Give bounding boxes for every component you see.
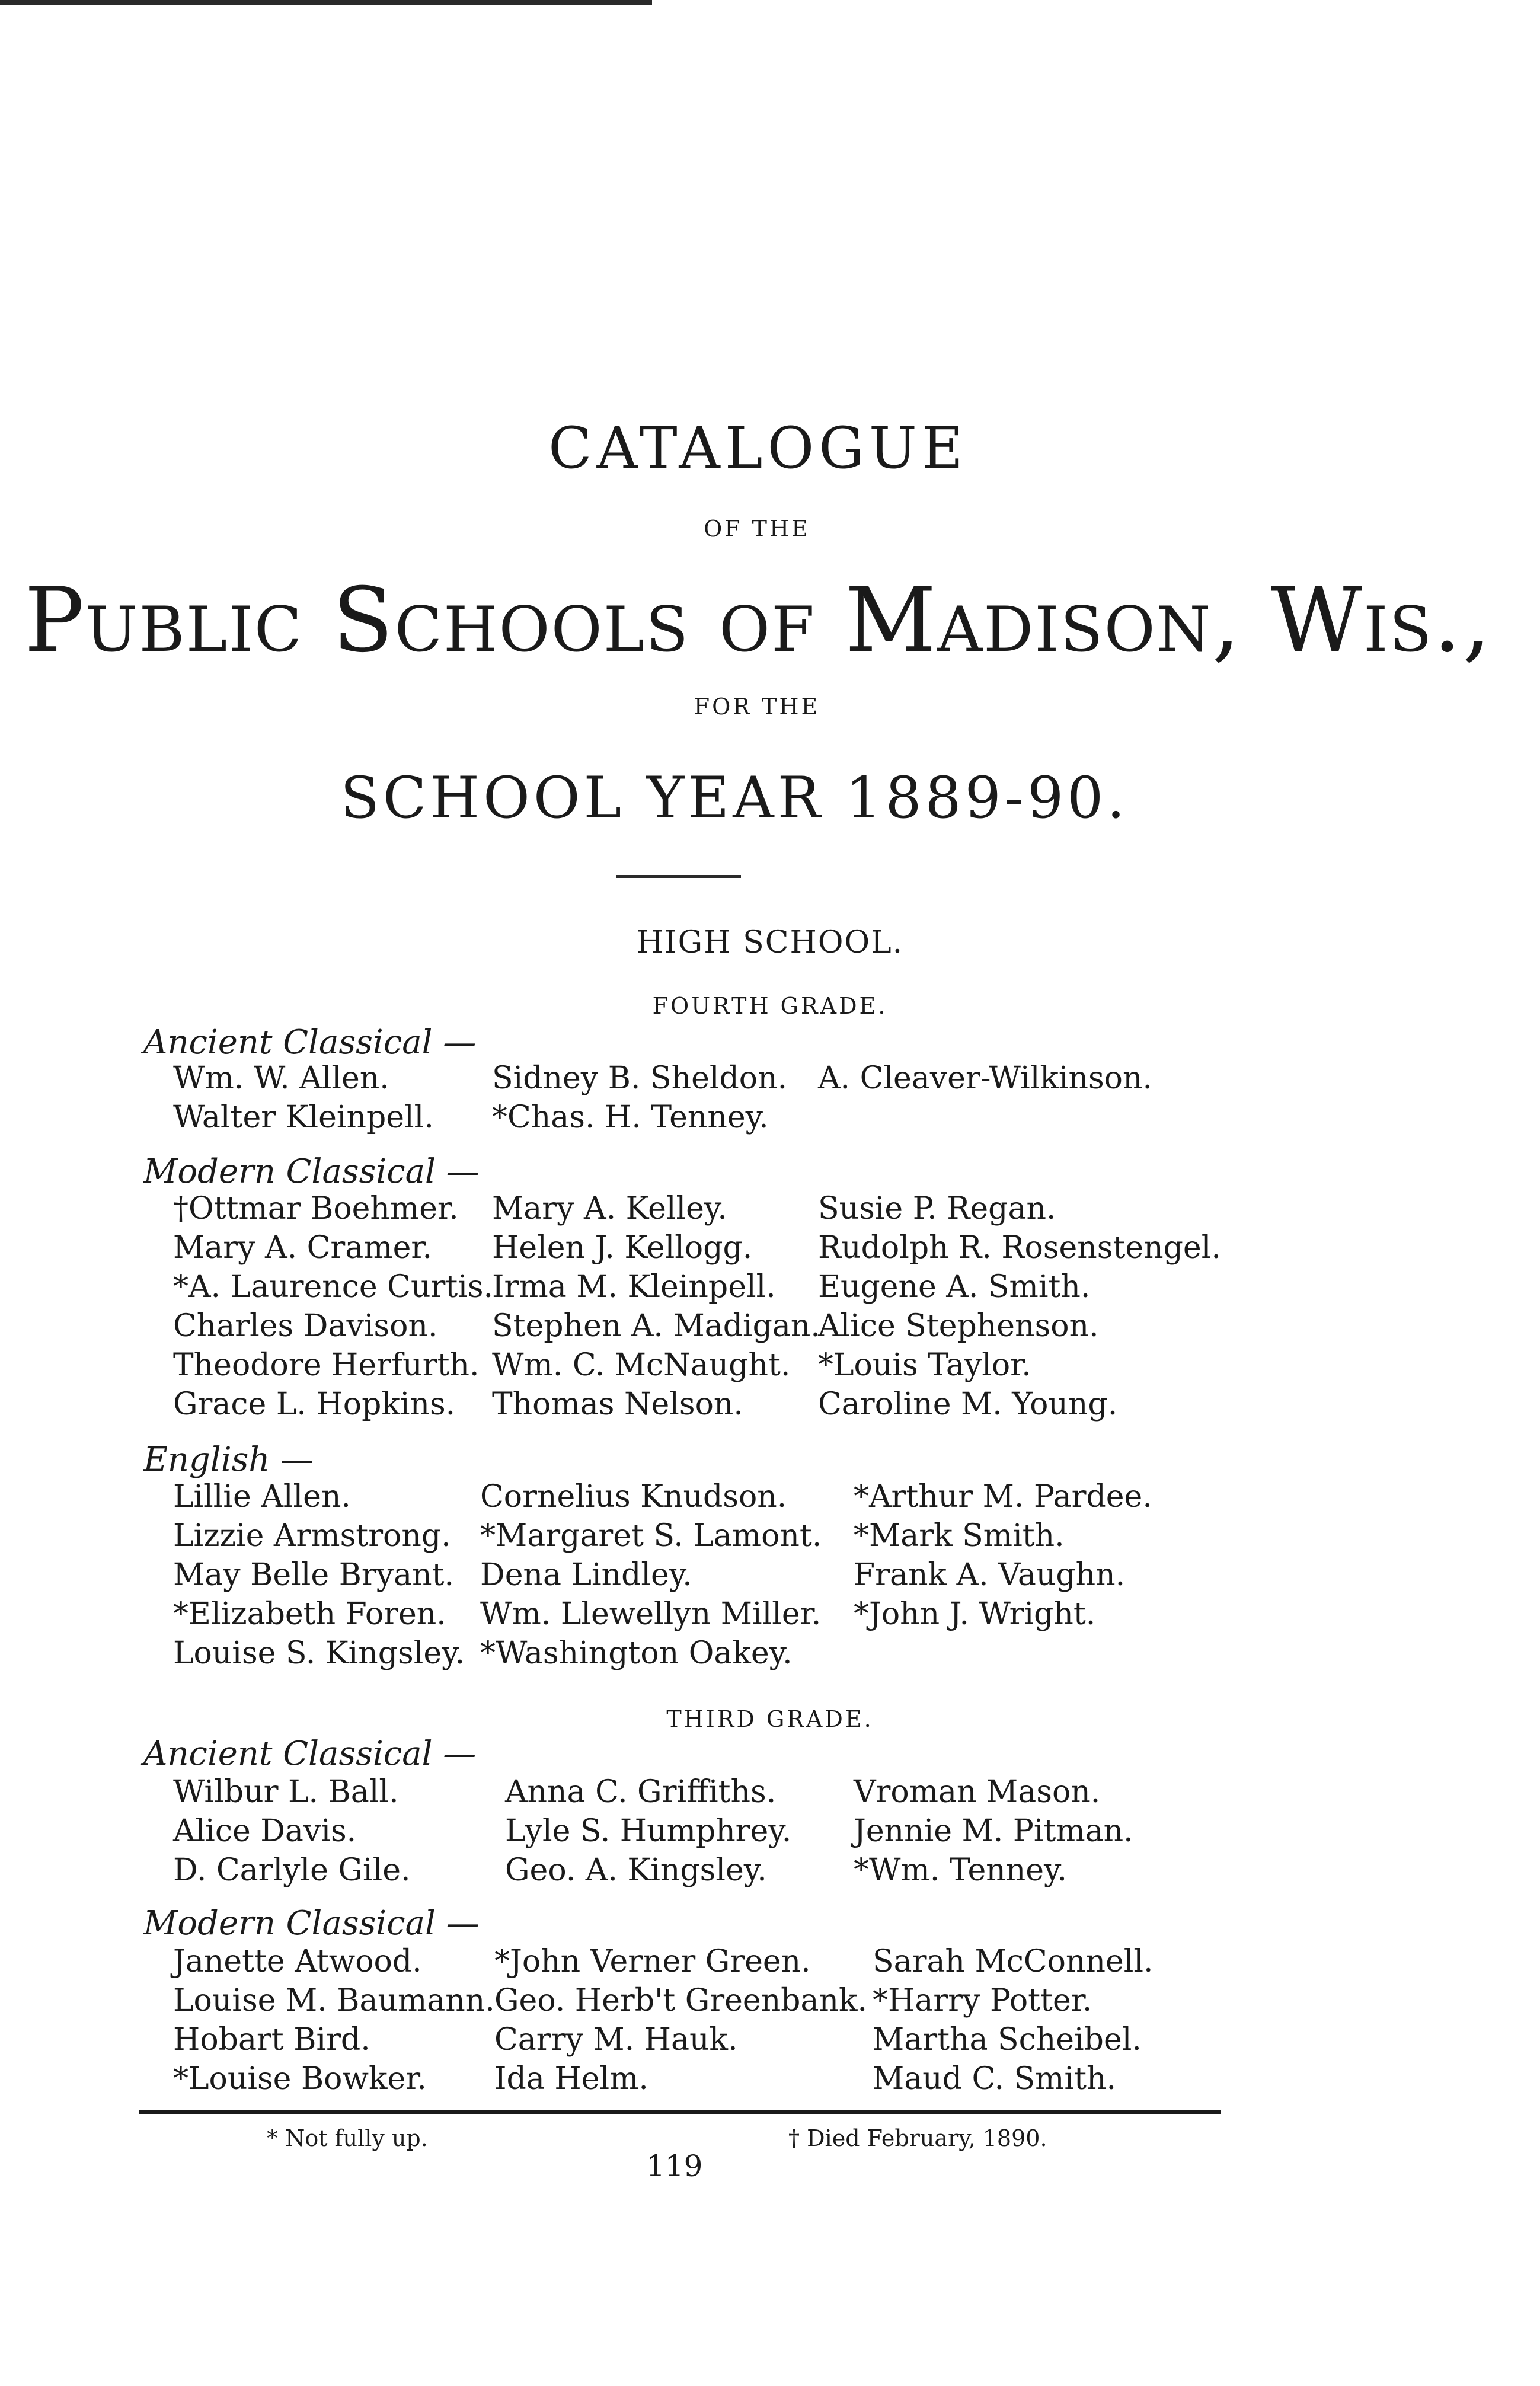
student-name: Wm. Llewellyn Miller. [480, 1596, 822, 1632]
student-name: Martha Scheibel. [873, 2022, 1142, 2058]
student-name: *John Verner Green. [494, 1944, 811, 1979]
student-name: *Arthur M. Pardee. [854, 1479, 1152, 1515]
name-column [173, 1189, 493, 1424]
student-name: May Belle Bryant. [173, 1557, 455, 1593]
student-name: Geo. Herb't Greenbank. [494, 1983, 868, 2018]
student-name: Theodore Herfurth. [173, 1347, 480, 1383]
category-label: Ancient Classical — [143, 1023, 477, 1062]
student-name: Frank A. Vaughn. [854, 1557, 1126, 1593]
student-name: Louise M. Baumann. [173, 1983, 495, 2018]
student-name: Maud C. Smith. [873, 2061, 1117, 2097]
name-column [173, 1059, 434, 1137]
student-name: D. Carlyle Gile. [173, 1852, 411, 1888]
student-name: *A. Laurence Curtis. [173, 1269, 494, 1305]
student-name: Ida Helm. [494, 2061, 648, 2097]
student-name: A. Cleaver-Wilkinson. [818, 1061, 1152, 1096]
student-name: Stephen A. Madigan. [492, 1308, 820, 1344]
name-column [873, 1942, 1154, 2098]
student-name: Louise S. Kingsley. [173, 1636, 465, 1671]
student-name: Alice Davis. [173, 1813, 357, 1849]
student-name: Susie P. Regan. [818, 1191, 1056, 1226]
of-the-line: OF THE [704, 516, 810, 542]
section-heading: HIGH SCHOOL. [636, 925, 904, 960]
student-name: *Washington Oakey. [480, 1636, 793, 1671]
student-name: *John J. Wright. [854, 1596, 1096, 1632]
name-column [854, 1772, 1133, 1890]
student-name: Eugene A. Smith. [818, 1269, 1091, 1305]
student-name: Lyle S. Humphrey. [505, 1813, 792, 1849]
student-name: Grace L. Hopkins. [173, 1387, 456, 1422]
student-name: Rudolph R. Rosenstengel. [818, 1230, 1221, 1266]
student-name: *Wm. Tenney. [854, 1852, 1067, 1888]
student-name: †Ottmar Boehmer. [173, 1191, 459, 1226]
name-column [818, 1059, 1152, 1098]
student-name: Wilbur L. Ball. [173, 1774, 399, 1810]
document-title: Public Schools of Madison, Wis., [24, 569, 1492, 672]
student-name: Hobart Bird. [173, 2022, 370, 2058]
student-name: *Harry Potter. [873, 1983, 1092, 2018]
student-name: *Chas. H. Tenney. [492, 1100, 769, 1135]
student-name: Helen J. Kellogg. [492, 1230, 753, 1266]
category-label: Modern Classical — [143, 1152, 480, 1191]
student-name: Thomas Nelson. [492, 1387, 743, 1422]
student-name: Janette Atwood. [173, 1944, 422, 1979]
student-name: Wm. C. McNaught. [492, 1347, 791, 1383]
title-divider [616, 875, 741, 878]
student-name: Lizzie Armstrong. [173, 1518, 451, 1554]
student-name: Cornelius Knudson. [480, 1479, 787, 1515]
student-name: Irma M. Kleinpell. [492, 1269, 776, 1305]
student-name: Lillie Allen. [173, 1479, 351, 1515]
student-name: Anna C. Griffiths. [505, 1774, 777, 1810]
student-name: Charles Davison. [173, 1308, 438, 1344]
student-name: *Elizabeth Foren. [173, 1596, 446, 1632]
student-name: *Margaret S. Lamont. [480, 1518, 822, 1554]
student-name: Jennie M. Pitman. [854, 1813, 1133, 1849]
student-name: Alice Stephenson. [818, 1308, 1099, 1344]
name-column [818, 1189, 1221, 1424]
student-name: Caroline M. Young. [818, 1387, 1118, 1422]
student-name: Mary A. Cramer. [173, 1230, 433, 1266]
catalogue-heading: CATALOGUE [548, 415, 968, 481]
school-year-heading: SCHOOL YEAR 1889-90. [340, 765, 1129, 831]
for-the-line: FOR THE [694, 694, 820, 720]
student-name: Mary A. Kelley. [492, 1191, 727, 1226]
student-name: Vroman Mason. [854, 1774, 1101, 1810]
name-column [173, 1477, 465, 1673]
footnote-rule [139, 2110, 1221, 2114]
category-label: Ancient Classical — [143, 1735, 477, 1773]
student-name: Dena Lindley. [480, 1557, 692, 1593]
student-name: *Mark Smith. [854, 1518, 1065, 1554]
footnote-died: † Died February, 1890. [788, 2125, 1047, 2151]
name-column [480, 1477, 822, 1673]
name-column [173, 1772, 411, 1890]
name-column [854, 1477, 1152, 1634]
student-name: Walter Kleinpell. [173, 1100, 434, 1135]
student-name: Geo. A. Kingsley. [505, 1852, 767, 1888]
page-number: 119 [646, 2149, 703, 2183]
fourth-grade-heading: FOURTH GRADE. [652, 993, 888, 1019]
student-name: Wm. W. Allen. [173, 1061, 389, 1096]
third-grade-heading: THIRD GRADE. [666, 1706, 874, 1732]
name-column [173, 1942, 495, 2098]
student-name: Sidney B. Sheldon. [492, 1061, 788, 1096]
student-name: Sarah McConnell. [873, 1944, 1154, 1979]
category-label: Modern Classical — [143, 1904, 480, 1943]
footnote-not-fully-up: * Not fully up. [267, 2125, 428, 2151]
student-name: Carry M. Hauk. [494, 2022, 738, 2058]
name-column [494, 1942, 867, 2098]
category-label: English — [143, 1440, 314, 1479]
name-column [505, 1772, 791, 1890]
student-name: *Louise Bowker. [173, 2061, 427, 2097]
top-rule [0, 0, 652, 5]
student-name: *Louis Taylor. [818, 1347, 1031, 1383]
name-column [492, 1189, 820, 1424]
name-column [492, 1059, 787, 1137]
